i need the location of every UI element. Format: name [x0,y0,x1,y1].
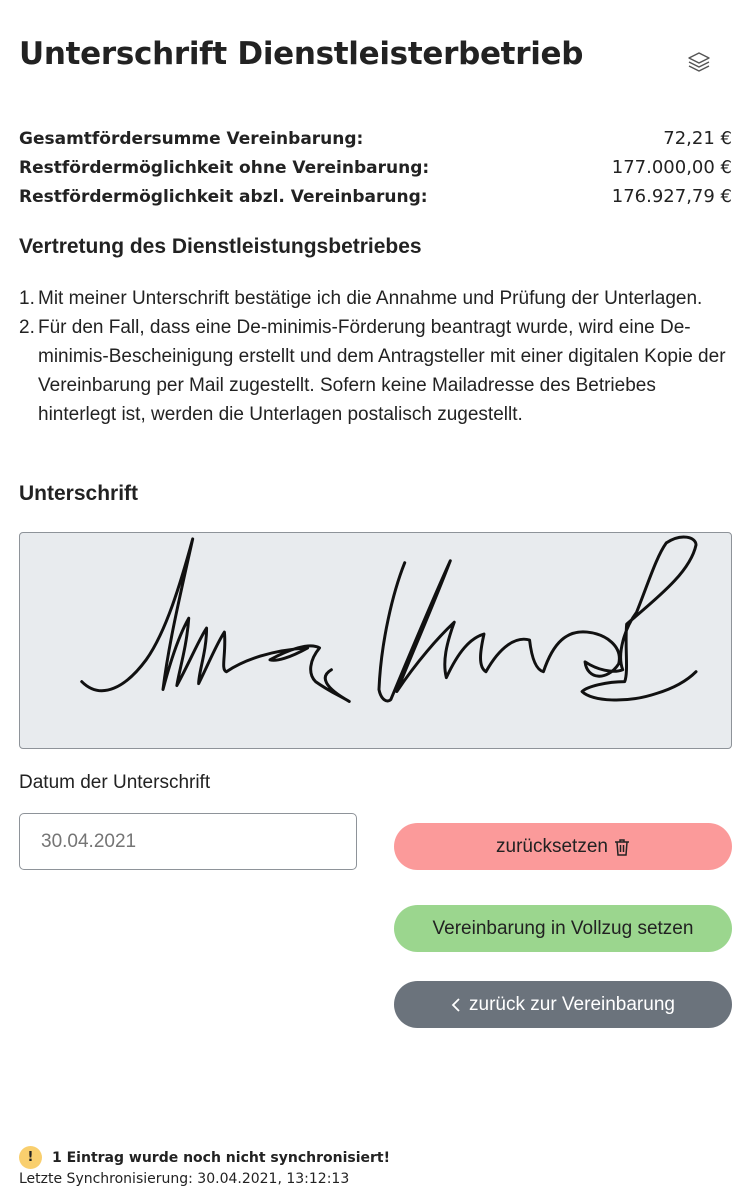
reset-button-label: zurücksetzen [496,835,608,857]
signature-heading: Unterschrift [19,482,139,505]
summary-label: Restfördermöglichkeit ohne Vereinbarung: [19,157,430,178]
back-to-agreement-button[interactable] [394,981,732,1028]
chevron-left-icon [451,997,461,1013]
summary-label: Gesamtfördersumme Vereinbarung: [19,128,364,149]
signature-pad[interactable] [19,532,732,749]
layers-icon[interactable] [684,48,714,76]
back-button-label: zurück zur Vereinbarung [469,993,675,1015]
page-title: Unterschrift Dienstleisterbetrieb [19,36,584,72]
execute-agreement-button[interactable] [394,905,732,952]
list-item-number: 2. [19,317,35,338]
signature-date-input[interactable] [19,813,357,870]
summary-row-total [19,124,732,153]
sync-warning-text: 1 Eintrag wurde noch nicht synchronisiert! [52,1149,390,1166]
summary-value: 176.927,79 € [611,186,732,207]
list-item-number: 1. [19,288,35,309]
execute-button-label: Vereinbarung in Vollzug setzen [432,917,694,939]
list-item [19,313,735,429]
list-item-text: Für den Fall, dass eine De-minimis-Förderung beantragt wurde, wird eine De-minimis-Bescheinigung erstellt und dem Antragsteller mit einer digitalen Kopie der Vereinbarung per Mail zugestellt. Sofern keine Mailadresse des Betriebes hinterlegt ist, werden die Unterlagen postalisch zugestellt. [38,317,726,425]
confirmation-list [19,284,735,429]
last-sync-text: Letzte Synchronisierung: 30.04.2021, 13:12:13 [19,1171,350,1187]
list-item-text: Mit meiner Unterschrift bestätige ich die Annahme und Prüfung der Unterlagen. [38,288,703,309]
signature-drawing [20,533,731,748]
funding-summary [19,124,732,211]
warning-icon: ! [19,1146,42,1169]
reset-button[interactable] [394,823,732,870]
summary-value: 72,21 € [663,128,732,149]
sync-warning [19,1146,390,1169]
summary-label: Restfördermöglichkeit abzl. Vereinbarung: [19,186,428,207]
summary-row-remaining [19,153,732,182]
summary-value: 177.000,00 € [611,157,732,178]
trash-icon [614,838,630,856]
summary-row-remaining-after [19,182,732,211]
list-item [19,284,735,313]
representation-heading: Vertretung des Dienstleistungsbetriebes [19,235,422,258]
date-label: Datum der Unterschrift [19,772,211,793]
